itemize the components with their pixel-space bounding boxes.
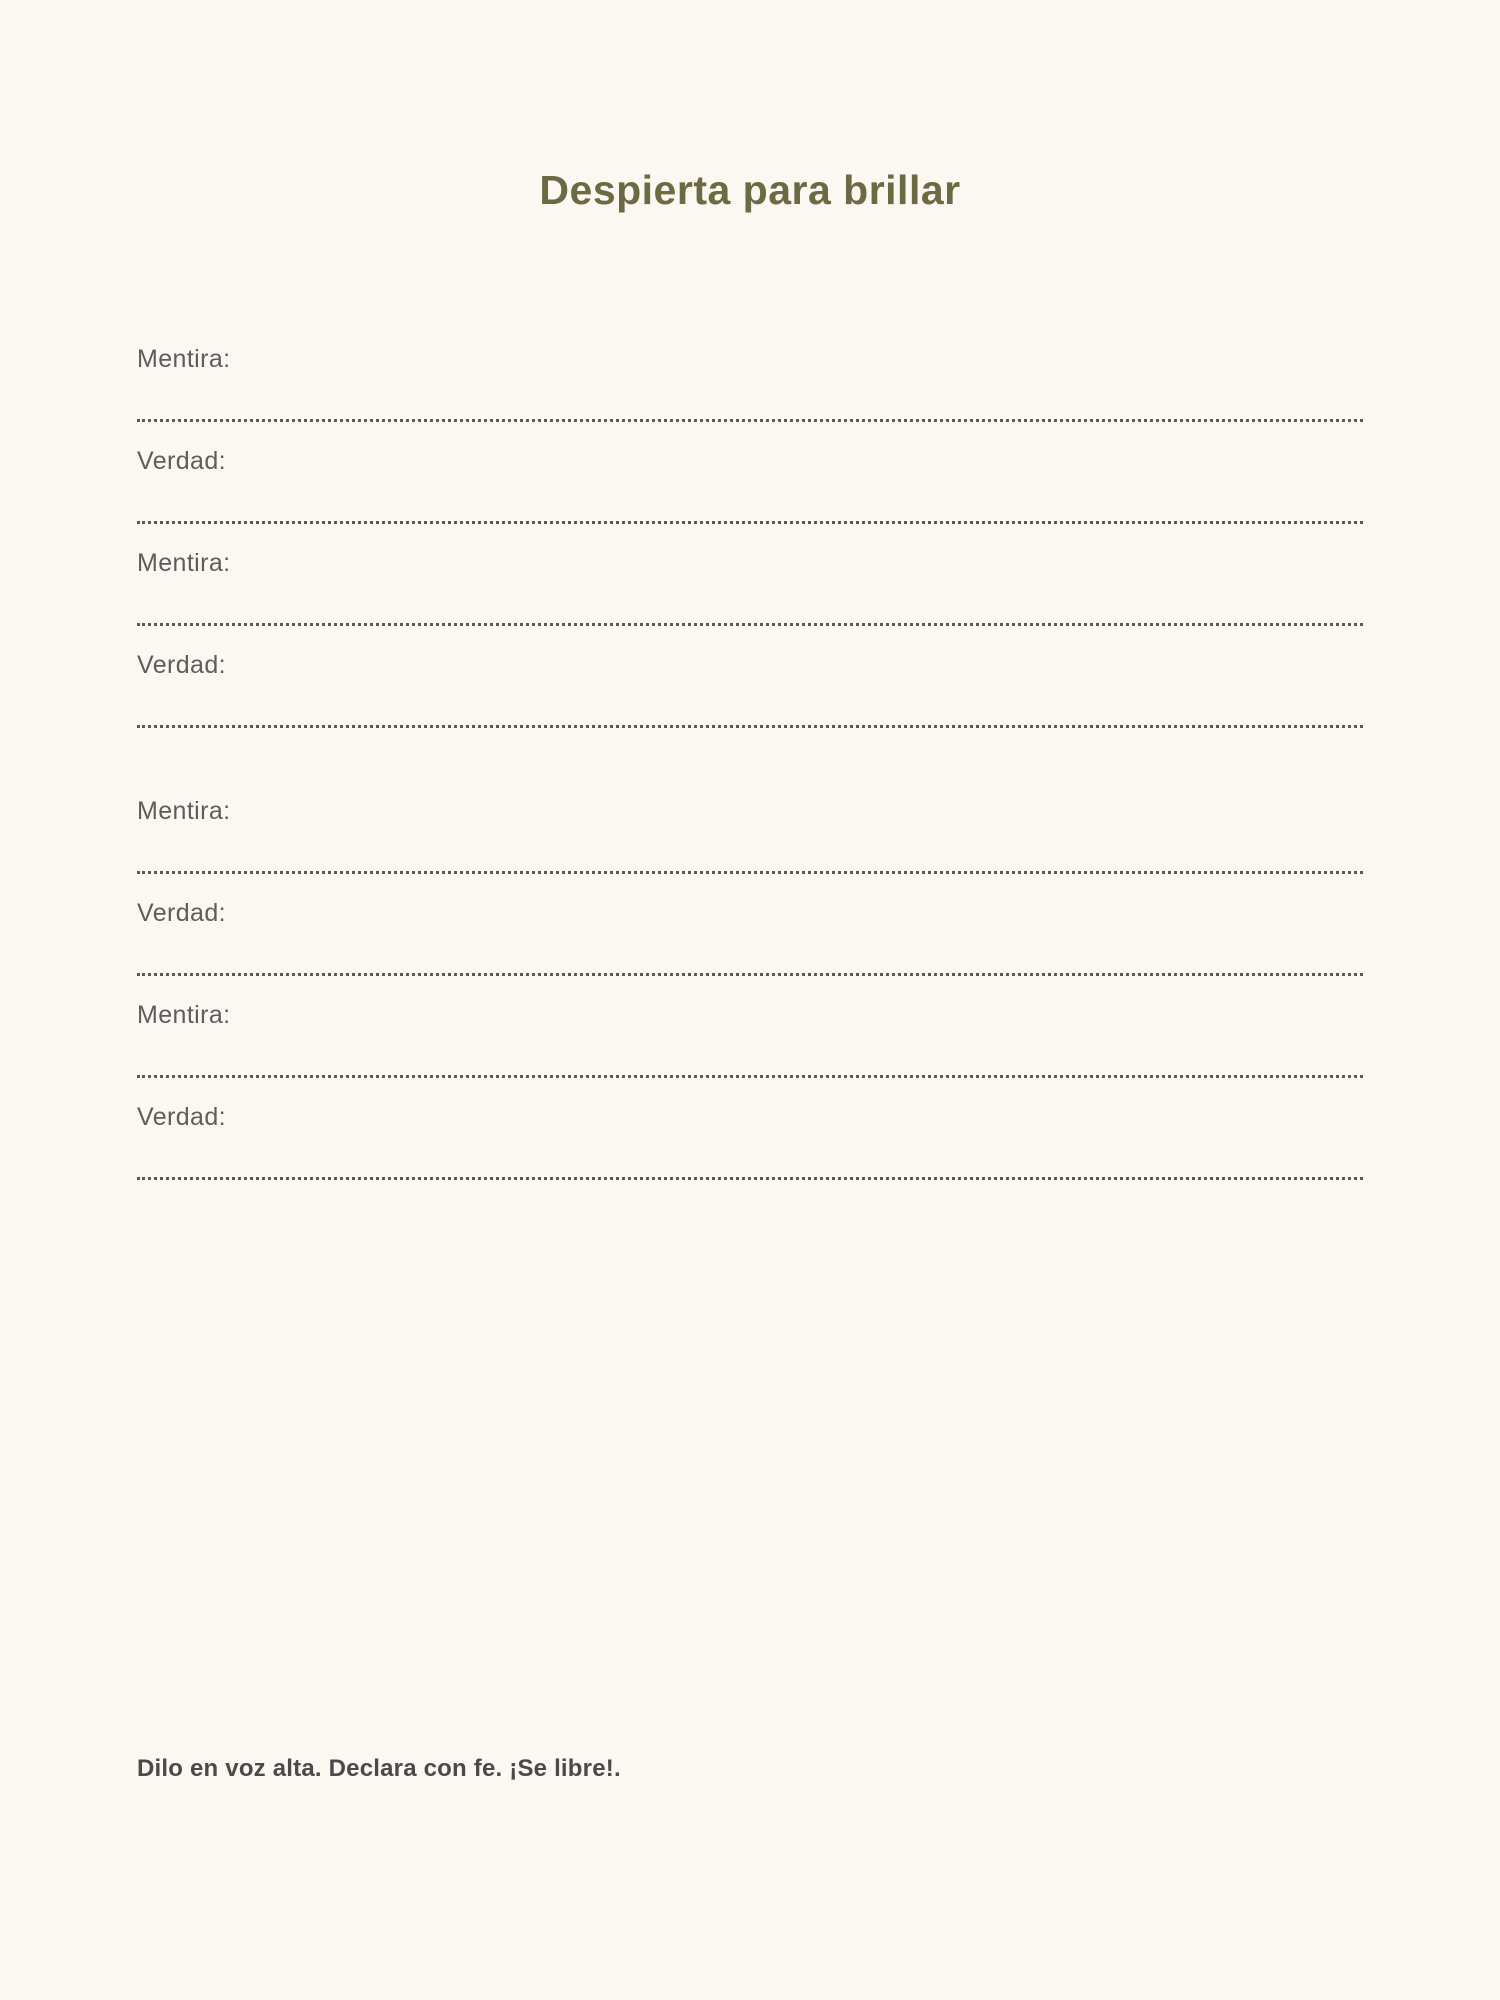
field-label: Mentira: [137,1001,231,1029]
field-verdad-4 [137,1078,1363,1180]
field-label: Mentira: [137,345,231,373]
field-mentira-3 [137,772,1363,874]
field-label: Verdad: [137,651,226,679]
field-label: Verdad: [137,447,226,475]
field-verdad-1 [137,422,1363,524]
worksheet-section [137,320,1363,728]
field-mentira-4 [137,976,1363,1078]
worksheet-section [137,772,1363,1180]
worksheet-body [137,320,1363,1180]
footer-note: Dilo en voz alta. Declara con fe. ¡Se libre!. [137,1755,621,1782]
field-label: Verdad: [137,1103,226,1131]
section-spacer [137,728,1363,772]
field-mentira-2 [137,524,1363,626]
field-label: Verdad: [137,899,226,927]
field-verdad-3 [137,874,1363,976]
field-verdad-2 [137,626,1363,728]
field-label: Mentira: [137,797,231,825]
field-mentira-1 [137,320,1363,422]
field-label: Mentira: [137,549,231,577]
page-title: Despierta para brillar [539,167,961,214]
write-line[interactable] [137,1177,1363,1180]
